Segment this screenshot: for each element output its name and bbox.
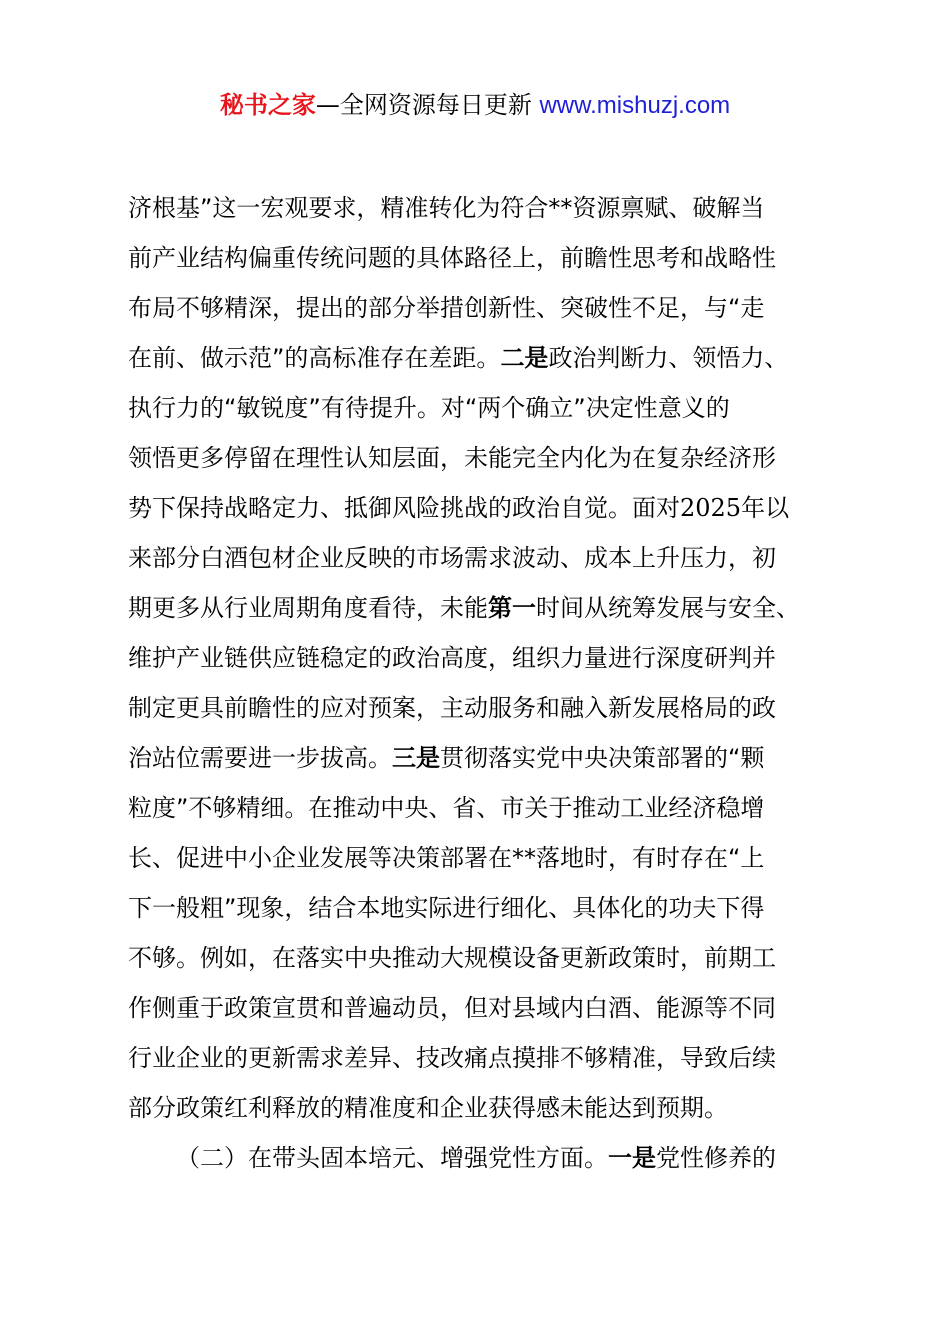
text-segment: 势下保持战略定力、抵御风险挑战的政治自觉。面对: [128, 494, 680, 522]
text-line: [128, 833, 848, 883]
text-line: [128, 683, 848, 733]
text-segment: 行业企业的更新需求差异、技改痛点摸排不够精准，导致后续: [128, 1044, 776, 1072]
text-segment: 不够。例如，在落实中央推动大规模设备更新政策时，前期工: [128, 944, 776, 972]
site-url-link[interactable]: www.mishuzj.com: [539, 92, 731, 119]
text-line: [128, 283, 848, 333]
text-line: [128, 1033, 848, 1083]
text-segment: 期更多从行业周期角度看待，未能: [128, 594, 488, 622]
text-line: [128, 883, 848, 933]
text-line: [128, 433, 848, 483]
text-segment: 制定更具前瞻性的应对预案，主动服务和融入新发展格局的政: [128, 694, 776, 722]
text-line: [128, 533, 848, 583]
site-tagline: —全网资源每日更新: [315, 91, 532, 119]
text-line: [128, 783, 848, 833]
text-segment: 政治判断力、领悟力、: [548, 344, 789, 372]
text-segment: 济根基”这一宏观要求，精准转化为符合**资源禀赋、破解当: [128, 194, 765, 222]
emphasis-text: 三是: [392, 744, 440, 772]
text-segment: 执行力的“敏锐度”有待提升。对“两个确立”决定性意义的: [128, 394, 730, 422]
text-line: [128, 933, 848, 983]
text-line: [128, 633, 848, 683]
site-header-banner: [0, 88, 950, 123]
text-segment: （二）在带头固本培元、增强党性方面。: [176, 1144, 608, 1172]
text-segment: 贯彻落实党中央决策部署的“颗: [440, 744, 765, 772]
text-segment: 领悟更多停留在理性认知层面，未能完全内化为在复杂经济形: [128, 444, 776, 472]
text-segment: 前产业结构偏重传统问题的具体路径上，前瞻性思考和战略性: [128, 244, 776, 272]
text-segment: 下一般粗”现象，结合本地实际进行细化、具体化的功夫下得: [128, 894, 765, 922]
text-line: [128, 383, 848, 433]
brand-name: 秘书之家: [219, 91, 316, 119]
text-line: [128, 733, 848, 783]
document-body: [128, 183, 848, 1183]
text-segment: 作侧重于政策宣贯和普遍动员，但对县域内白酒、能源等不同: [128, 994, 776, 1022]
text-segment: 布局不够精深，提出的部分举措创新性、突破性不足，与“走: [128, 294, 765, 322]
text-line: [128, 333, 848, 383]
text-segment: 党性修养的: [656, 1144, 776, 1172]
text-line: [128, 1083, 848, 1133]
emphasis-text: 二是: [500, 344, 549, 372]
text-segment: 粒度”不够精细。在推动中央、省、市关于推动工业经济稳增: [128, 794, 765, 822]
text-segment: 时间从统筹发展与安全、: [536, 594, 800, 622]
text-line: [128, 583, 848, 633]
text-segment: 部分政策红利释放的精准度和企业获得感未能达到预期。: [128, 1094, 728, 1122]
text-segment: 治站位需要进一步拔高。: [128, 744, 392, 772]
text-line: [128, 983, 848, 1033]
text-line: [128, 233, 848, 283]
text-line: [128, 1133, 848, 1183]
text-segment: 年以: [741, 494, 790, 522]
text-segment: 长、促进中小企业发展等决策部署在**落地时，有时存在“上: [128, 844, 765, 872]
emphasis-text: 第一: [488, 594, 536, 622]
text-segment: 在前、做示范”的高标准存在差距。: [128, 344, 501, 372]
text-segment: 维护产业链供应链稳定的政治高度，组织力量进行深度研判并: [128, 644, 776, 672]
text-line: [128, 183, 848, 233]
text-line: [128, 483, 848, 533]
text-segment: 来部分白酒包材企业反映的市场需求波动、成本上升压力，初: [128, 544, 776, 572]
text-segment: 2025: [680, 494, 742, 522]
emphasis-text: 一是: [608, 1144, 656, 1172]
